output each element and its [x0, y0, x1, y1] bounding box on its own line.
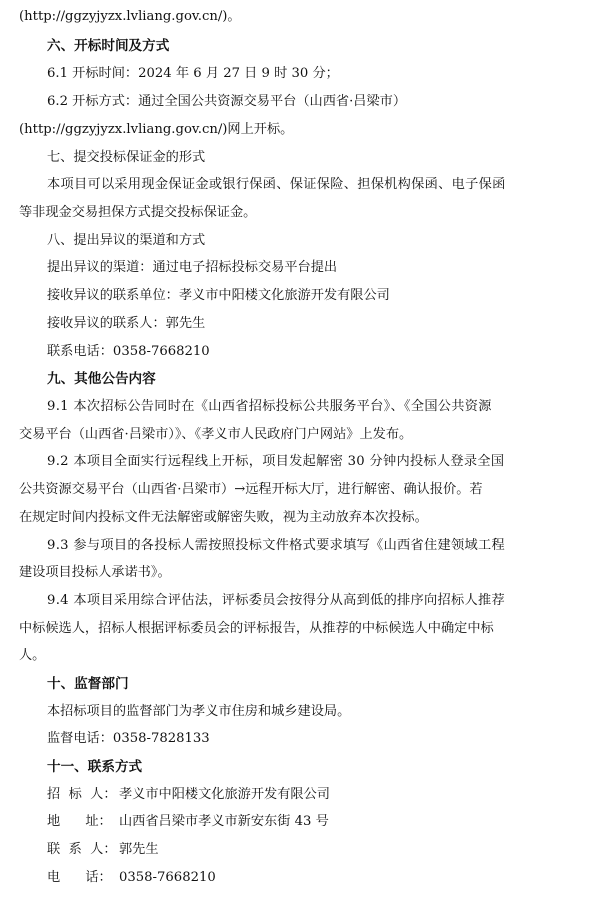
- paragraph-line: 9.2 本项目全面实行远程线上开标，项目发起解密 30 分钟内投标人登录全国: [47, 454, 505, 469]
- paragraph-line: 中标候选人，招标人根据评标委员会的评标报告，从推荐的中标候选人中确定中标: [19, 621, 494, 636]
- section-heading-9: 九、其他公告内容: [47, 371, 156, 387]
- url-line: (http://ggzyjyzx.lvliang.gov.cn/)。: [19, 9, 241, 24]
- paragraph-line: 提出异议的渠道：通过电子招标投标交易平台提出: [47, 260, 338, 275]
- paragraph-line: 本项目可以采用现金保证金或银行保函、保证保险、担保机构保函、电子保函: [47, 177, 506, 192]
- contact-value: 郭先生: [119, 842, 159, 857]
- paragraph-line: 9.1 本次招标公告同时在《山西省招标投标公共服务平台》、《全国公共资源: [47, 399, 492, 414]
- paragraph-line: 接收异议的联系人：郭先生: [47, 316, 206, 331]
- paragraph-line: 公共资源交易平台（山西省·吕梁市）→远程开标大厅，进行解密、确认报价。若: [19, 482, 483, 497]
- paragraph-line: 本招标项目的监督部门为孝义市住房和城乡建设局。: [47, 704, 351, 719]
- contact-row-address: [47, 813, 329, 831]
- section-heading-6: 六、开标时间及方式: [47, 38, 170, 54]
- paragraph-line: 9.4 本项目采用综合评估法，评标委员会按得分从高到低的排序向招标人推荐: [47, 593, 505, 608]
- paragraph-line: 6.2 开标方式：通过全国公共资源交易平台（山西省·吕梁市）: [47, 94, 407, 109]
- contact-row-person: [47, 841, 159, 859]
- contact-label: 招 标 人：: [47, 787, 117, 802]
- contact-value: 0358-7668210: [119, 870, 216, 885]
- contact-row-phone: [47, 869, 216, 887]
- paragraph-line: 6.1 开标时间：2024 年 6 月 27 日 9 时 30 分；: [47, 66, 339, 81]
- paragraph-line: 接收异议的联系单位：孝义市中阳楼文化旅游开发有限公司: [47, 288, 390, 303]
- paragraph-line: 联系电话：0358-7668210: [47, 344, 210, 359]
- url-line: (http://ggzyjyzx.lvliang.gov.cn/)网上开标。: [19, 122, 294, 137]
- section-heading-7: 七、提交投标保证金的形式: [47, 150, 206, 165]
- section-heading-10: 十、监督部门: [47, 676, 129, 692]
- paragraph-line: 交易平台（山西省·吕梁市）》、《孝义市人民政府门户网站》上发布。: [19, 427, 413, 442]
- section-heading-8: 八、提出异议的渠道和方式: [47, 233, 206, 248]
- paragraph-line: 等非现金交易担保方式提交投标保证金。: [19, 205, 257, 220]
- section-heading-11: 十一、联系方式: [47, 759, 143, 775]
- contact-value: 山西省吕梁市孝义市新安东街 43 号: [119, 814, 329, 829]
- paragraph-line: 建设项目投标人承诺书》。: [19, 565, 171, 580]
- paragraph-line: 9.3 参与项目的各投标人需按照投标文件格式要求填写《山西省住建领域工程: [47, 538, 505, 553]
- contact-label: 联 系 人：: [47, 842, 117, 857]
- contact-row-tenderer: [47, 786, 330, 804]
- paragraph-line: 监督电话：0358-7828133: [47, 731, 210, 746]
- contact-value: 孝义市中阳楼文化旅游开发有限公司: [119, 787, 330, 802]
- contact-label: 地 址：: [47, 814, 112, 829]
- paragraph-line: 人。: [19, 648, 46, 663]
- contact-label: 电 话：: [47, 870, 112, 885]
- paragraph-line: 在规定时间内投标文件无法解密或解密失败，视为主动放弃本次投标。: [19, 510, 428, 525]
